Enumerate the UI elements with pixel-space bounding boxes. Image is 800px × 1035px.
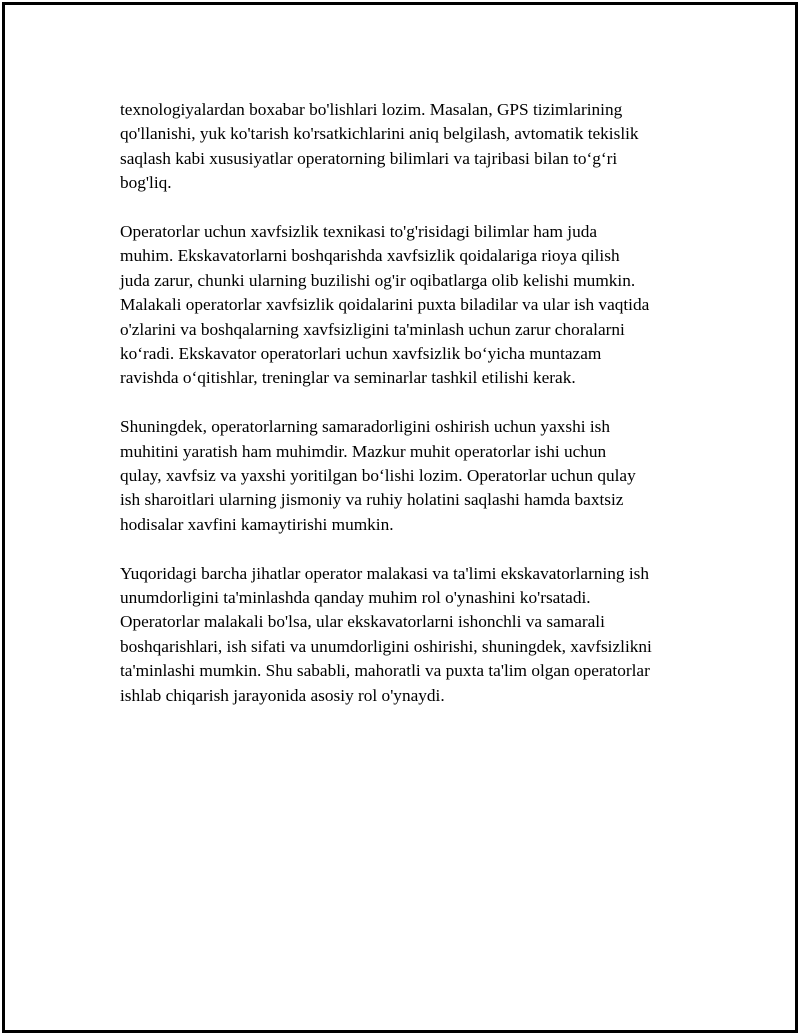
- paragraph-2: [120, 220, 690, 391]
- paragraph-line: ta'minlashi mumkin. Shu sababli, mahoratli va puxta ta'lim olgan operatorlar: [120, 661, 650, 681]
- paragraph-line: ishlab chiqarish jarayonida asosiy rol o'ynaydi.: [120, 685, 445, 705]
- paragraph-line: o'zlarini va boshqalarning xavfsizligini ta'minlash uchun zarur choralarni: [120, 319, 625, 339]
- paragraph-line: texnologiyalardan boxabar bo'lishlari lozim. Masalan, GPS tizimlarining: [120, 100, 623, 119]
- paragraph-line: muhitini yaratish ham muhimdir. Mazkur muhit operatorlar ishi uchun: [120, 441, 607, 461]
- paragraph-line: saqlash kabi xususiyatlar operatorning bilimlari va tajribasi bilan to‘g‘ri: [120, 148, 618, 168]
- paragraph-line: hodisalar xavfini kamaytirishi mumkin.: [120, 514, 394, 534]
- paragraph-line: Operatorlar uchun xavfsizlik texnikasi to'g'risidagi bilimlar ham juda: [120, 222, 598, 242]
- paragraph-line: ko‘radi. Ekskavator operatorlari uchun xavfsizlik bo‘yicha muntazam: [120, 344, 602, 364]
- paragraph-1: [120, 98, 690, 196]
- paragraph-line: muhim. Ekskavatorlarni boshqarishda xavfsizlik qoidalariga rioya qilish: [120, 246, 620, 266]
- paragraph-line: Shuningdek, operatorlarning samaradorligini oshirish uchun yaxshi ish: [120, 417, 611, 437]
- paragraph-line: Operatorlar malakali bo'lsa, ular ekskavatorlarni ishonchli va samarali: [120, 612, 605, 632]
- paragraph-line: unumdorligini ta'minlashda qanday muhim rol o'ynashini ko'rsatadi.: [120, 588, 591, 608]
- paragraph-line: boshqarishlari, ish sifati va unumdorligini oshirishi, shuningdek, xavfsizlikni: [120, 636, 652, 656]
- paragraph-line: ravishda o‘qitishlar, treninglar va seminarlar tashkil etilishi kerak.: [120, 368, 576, 388]
- paragraph-line: Malakali operatorlar xavfsizlik qoidalarini puxta biladilar va ular ish vaqtida: [120, 295, 650, 315]
- paragraph-line: ish sharoitlari ularning jismoniy va ruhiy holatini saqlashi hamda baxtsiz: [120, 490, 624, 510]
- paragraph-line: qo'llanishi, yuk ko'tarish ko'rsatkichlarini aniq belgilash, avtomatik tekislik: [120, 124, 639, 144]
- paragraph-3: [120, 415, 690, 537]
- paragraph-line: qulay, xavfsiz va yaxshi yoritilgan bo‘lishi lozim. Operatorlar uchun qulay: [120, 466, 636, 486]
- page-frame: [2, 2, 798, 1033]
- paragraph-line: juda zarur, chunki ularning buzilishi og'ir oqibatlarga olib kelishi mumkin.: [120, 270, 636, 290]
- paragraph-line: Yuqoridagi barcha jihatlar operator malakasi va ta'limi ekskavatorlarning ish: [120, 563, 650, 583]
- document-body: [120, 98, 690, 733]
- paragraph-4: [120, 562, 690, 708]
- paragraph-line: bog'liq.: [120, 173, 172, 193]
